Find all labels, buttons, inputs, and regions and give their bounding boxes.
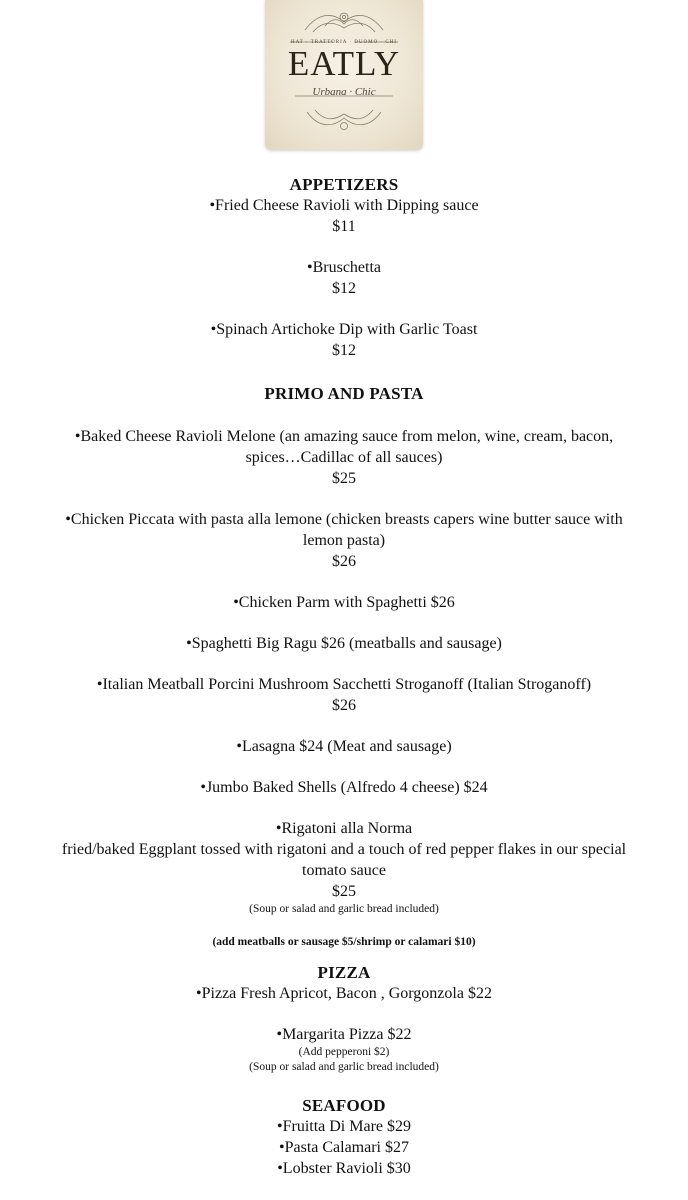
menu-item: •Fruitta Di Mare $29 [276, 1118, 412, 1135]
menu-item [0, 257, 688, 299]
menu-item: •Pasta Calamari $27 [278, 1139, 409, 1156]
item-price: $25 [332, 470, 356, 487]
menu-content [0, 174, 688, 1179]
item-description: lemon pasta) [302, 532, 386, 549]
menu-item: •Pizza Fresh Apricot, Bacon , Gorgonzola $22 [196, 985, 492, 1002]
menu-item [0, 818, 688, 902]
restaurant-logo [265, 0, 423, 150]
item-name: •Lasagna $24 (Meat and sausage) [236, 738, 452, 755]
pizza-heading: PIZZA [317, 963, 371, 982]
menu-item [0, 195, 688, 237]
menu-item: •Margarita Pizza $22 [276, 1026, 412, 1043]
item-description: fried/baked Eggplant tossed with rigatoni and a touch of red pepper flakes in our special [61, 841, 627, 858]
item-name: •Italian Meatball Porcini Mushroom Sacchetti Stroganoff (Italian Stroganoff) [96, 676, 592, 693]
item-price: $12 [332, 280, 356, 297]
menu-item [0, 633, 688, 654]
item-description: tomato sauce [302, 862, 386, 879]
addon-note: (Add pepperoni $2) [298, 1046, 390, 1058]
menu-item [0, 319, 688, 361]
logo-tagline: HAT · TRATTORIA · DUOMO · CHI [291, 40, 397, 45]
item-price: $12 [332, 342, 356, 359]
menu-item [0, 736, 688, 757]
item-name: •Baked Cheese Ravioli Melone (an amazing sauce from melon, wine, cream, bacon, [74, 428, 614, 445]
item-name: •Chicken Piccata with pasta alla lemone (chicken breasts capers wine butter sauce with [65, 511, 623, 528]
item-price: $26 [332, 697, 356, 714]
included-note: (Soup or salad and garlic bread included) [249, 1061, 439, 1073]
menu-item [0, 674, 688, 716]
item-name: •Rigatoni alla Norma [275, 820, 413, 837]
logo-title: EATLY [287, 44, 401, 83]
item-name: •Bruschetta [306, 259, 382, 276]
item-name: •Chicken Parm with Spaghetti $26 [233, 594, 455, 611]
item-name: •Fried Cheese Ravioli with Dipping sauce [209, 197, 479, 214]
logo-subtitle: Urbana · Chic [312, 86, 376, 98]
item-name: •Spaghetti Big Ragu $26 (meatballs and sausage) [186, 635, 502, 652]
menu-item [0, 592, 688, 613]
included-note: (Soup or salad and garlic bread included) [249, 903, 439, 915]
item-name: •Spinach Artichoke Dip with Garlic Toast [210, 321, 478, 338]
item-price: $25 [332, 883, 356, 900]
menu-item: •Lobster Ravioli $30 [277, 1160, 411, 1177]
item-name: •Jumbo Baked Shells (Alfredo 4 cheese) $24 [200, 779, 488, 796]
menu-item [0, 509, 688, 572]
menu-item [0, 777, 688, 798]
item-price: $26 [332, 553, 356, 570]
menu-item [0, 426, 688, 489]
item-price: $11 [332, 218, 356, 235]
appetizers-heading: APPETIZERS [289, 175, 399, 194]
primo-heading: PRIMO AND PASTA [264, 384, 424, 403]
seafood-heading: SEAFOOD [302, 1096, 386, 1115]
addon-note: (add meatballs or sausage $5/shrimp or calamari $10) [212, 936, 476, 948]
item-description: spices…Cadillac of all sauces) [245, 449, 443, 466]
